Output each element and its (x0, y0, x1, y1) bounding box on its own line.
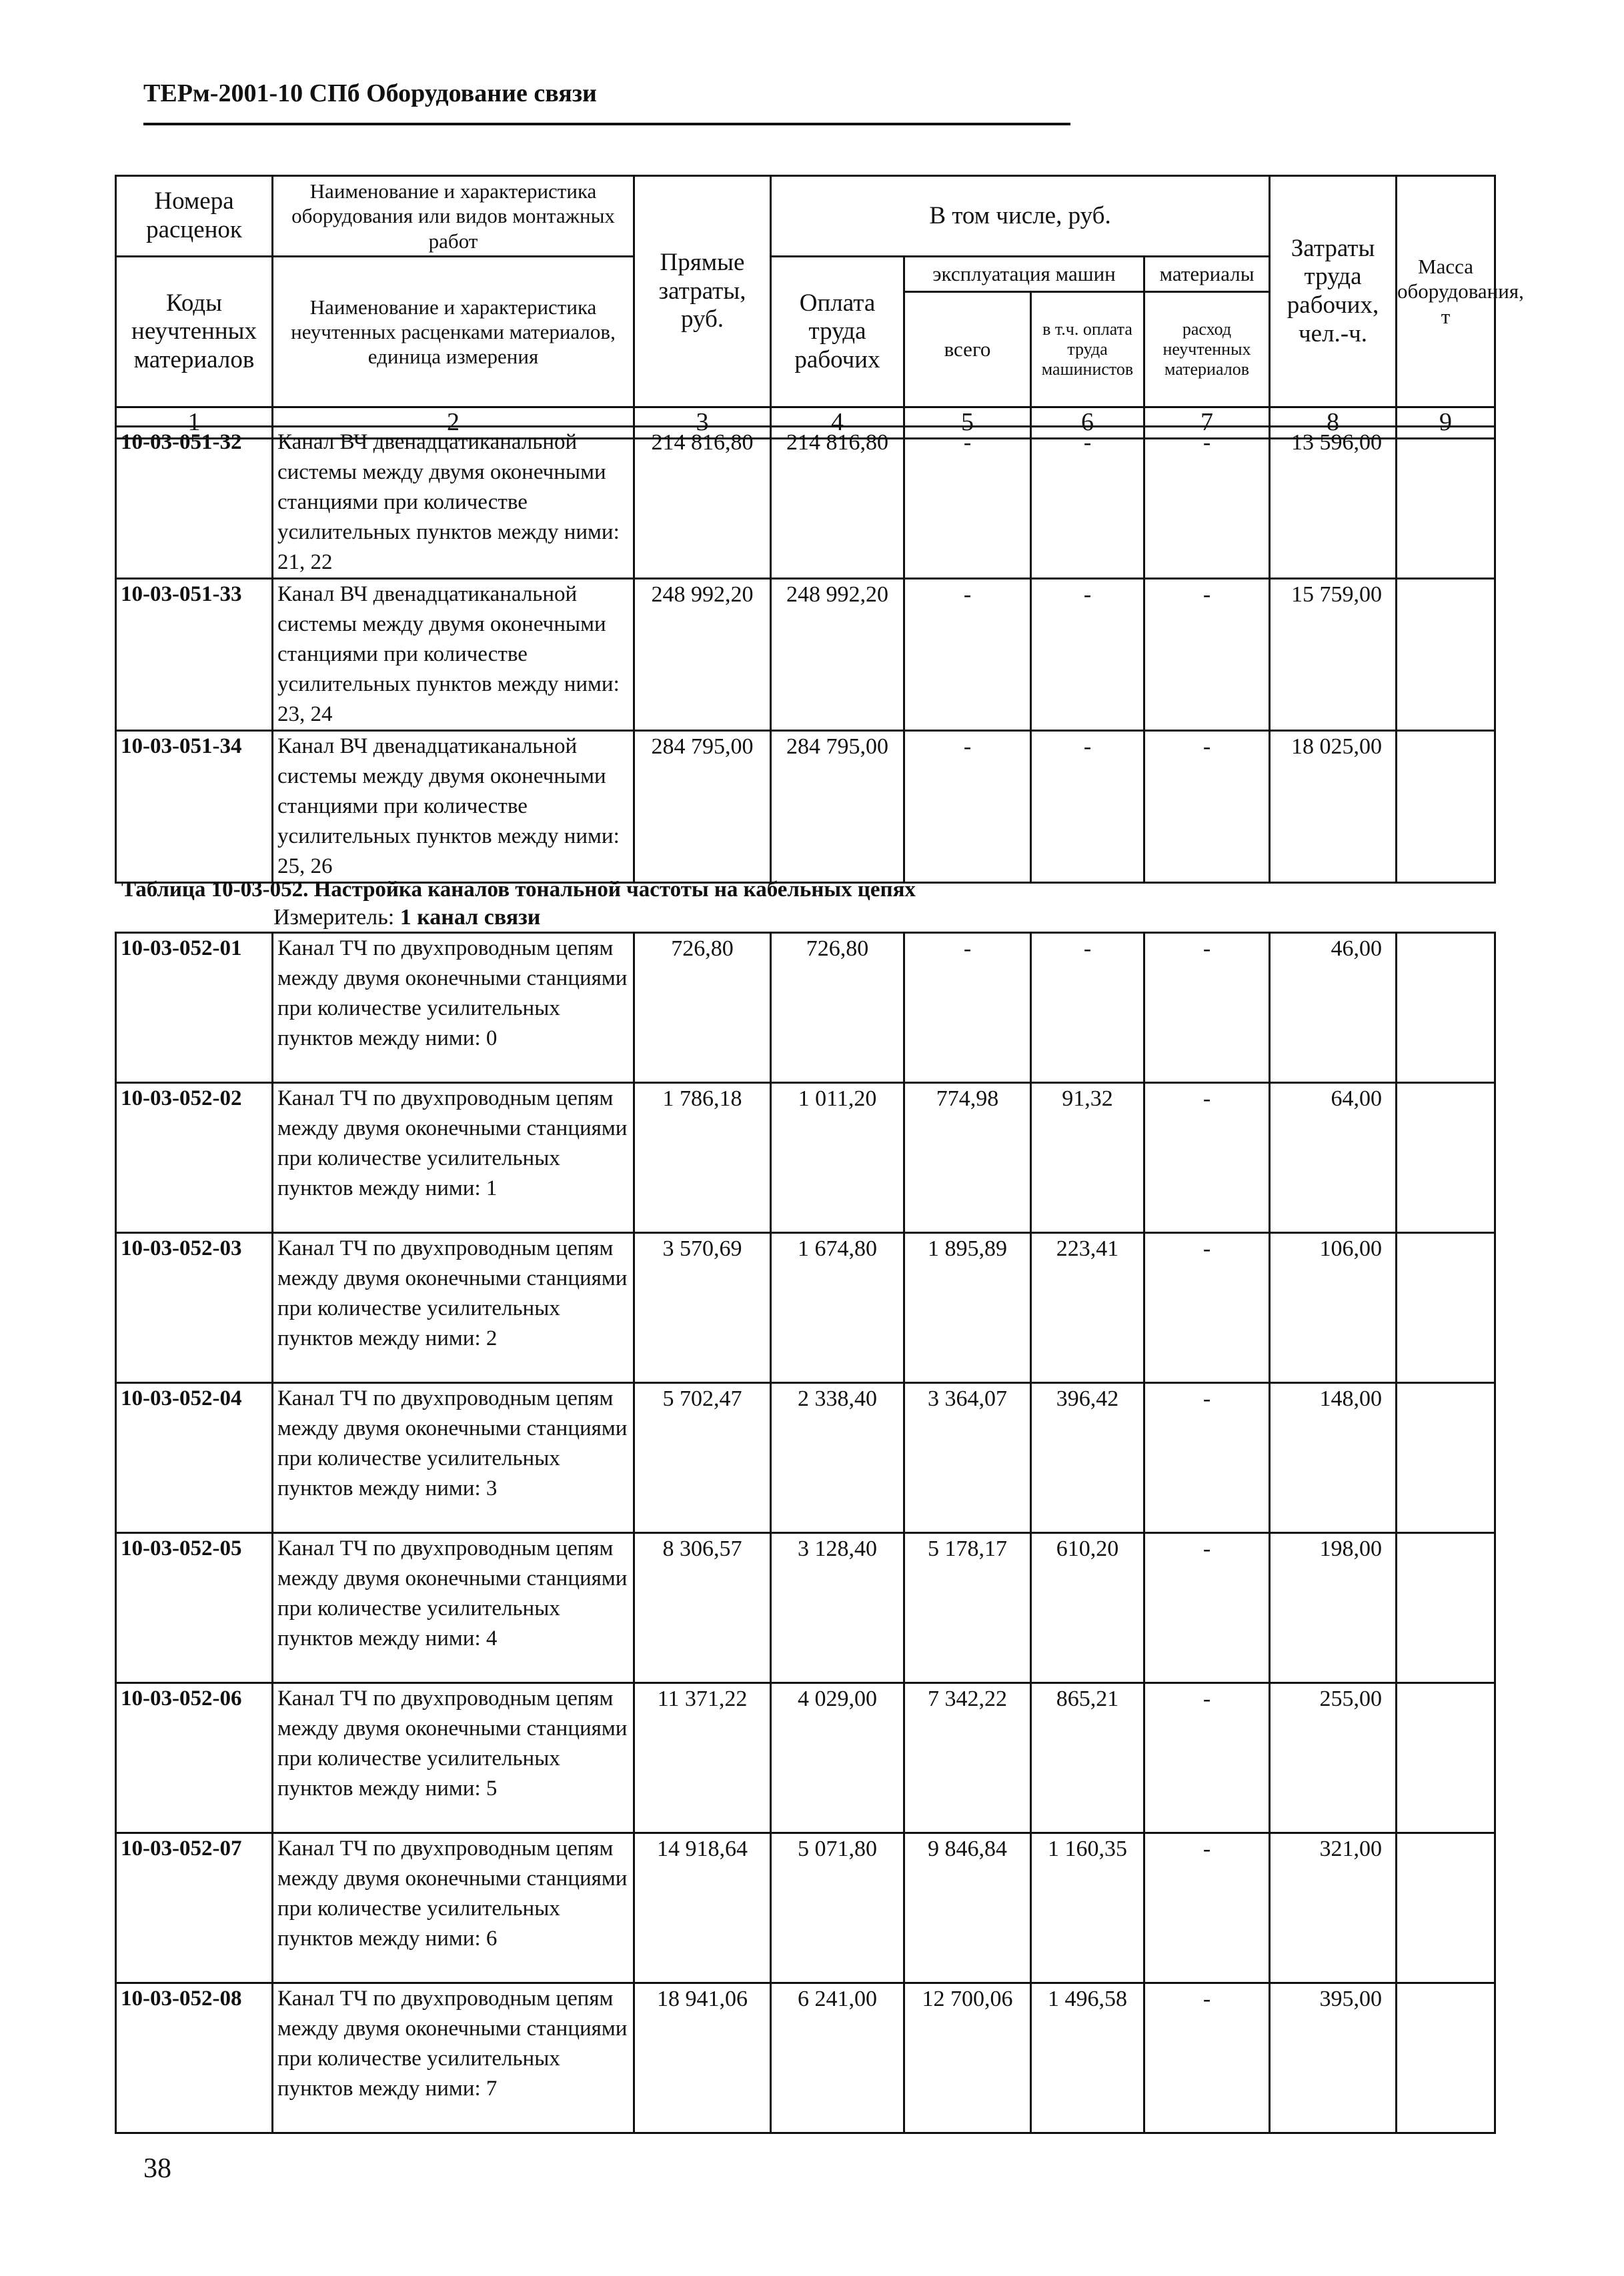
header-rule (143, 123, 1070, 125)
rate-code-cell: 10-03-051-32 (116, 427, 273, 579)
column-number: 8 (1270, 407, 1397, 439)
labor-hours-cell: 198,00 (1270, 1533, 1397, 1683)
rate-description-cell: Канал ТЧ по двухпроводным цепям между двумя оконечными станциями при количестве усилительных пунктов между ними: 4 (273, 1533, 634, 1683)
worker-pay-cell: 6 241,00 (771, 1983, 904, 2133)
rate-description-cell: Канал ТЧ по двухпроводным цепям между двумя оконечными станциями при количестве усилительных пунктов между ними: 5 (273, 1683, 634, 1833)
direct-costs-cell: 14 918,64 (634, 1833, 771, 1983)
rate-code-cell: 10-03-052-04 (116, 1383, 273, 1533)
table-row (116, 1833, 1495, 1983)
rate-code-cell: 10-03-052-05 (116, 1533, 273, 1683)
machines-total-cell: 12 700,06 (904, 1983, 1031, 2133)
column-number: 5 (904, 407, 1031, 439)
header-material-codes: Коды неучтенных материалов (116, 257, 273, 407)
rate-description-cell: Канал ТЧ по двухпроводным цепям между двумя оконечными станциями при количестве усилительных пунктов между ними: 3 (273, 1383, 634, 1533)
machinist-pay-cell: - (1031, 731, 1144, 883)
direct-costs-cell: 214 816,80 (634, 427, 771, 579)
rate-code-cell: 10-03-051-33 (116, 579, 273, 731)
machines-total-cell: 1 895,89 (904, 1233, 1031, 1383)
machines-total-cell: 9 846,84 (904, 1833, 1031, 1983)
machinist-pay-cell: - (1031, 933, 1144, 1083)
measure-value: 1 канал связи (399, 905, 541, 930)
header-machinist-pay: в т.ч. оплата труда машинистов (1031, 292, 1144, 407)
rate-code-cell: 10-03-052-02 (116, 1083, 273, 1233)
mass-cell (1397, 1083, 1495, 1233)
worker-pay-cell: 284 795,00 (771, 731, 904, 883)
header-worker-pay: Оплата труда рабочих (771, 257, 904, 407)
direct-costs-cell: 284 795,00 (634, 731, 771, 883)
materials-cell: - (1144, 731, 1270, 883)
column-number: 1 (116, 407, 273, 439)
rate-code-cell: 10-03-052-06 (116, 1683, 273, 1833)
header-including: В том числе, руб. (771, 176, 1270, 257)
machines-total-cell: - (904, 427, 1031, 579)
machinist-pay-cell: 91,32 (1031, 1083, 1144, 1233)
materials-cell: - (1144, 1533, 1270, 1683)
machinist-pay-cell: 223,41 (1031, 1233, 1144, 1383)
labor-hours-cell: 395,00 (1270, 1983, 1397, 2133)
rate-code-cell: 10-03-052-08 (116, 1983, 273, 2133)
table-row (116, 1683, 1495, 1833)
machines-total-cell: - (904, 579, 1031, 731)
machines-total-cell: 5 178,17 (904, 1533, 1031, 1683)
table-row (116, 1233, 1495, 1383)
worker-pay-cell: 214 816,80 (771, 427, 904, 579)
labor-hours-cell: 13 596,00 (1270, 427, 1397, 579)
page-number: 38 (143, 2153, 171, 2184)
machinist-pay-cell: 396,42 (1031, 1383, 1144, 1533)
worker-pay-cell: 1 674,80 (771, 1233, 904, 1383)
table-caption: Таблица 10-03-052. Настройка каналов тональной частоты на кабельных цепях (121, 878, 916, 902)
table-row (116, 1533, 1495, 1683)
mass-cell (1397, 1983, 1495, 2133)
labor-hours-cell: 321,00 (1270, 1833, 1397, 1983)
mass-cell (1397, 579, 1495, 731)
direct-costs-cell: 1 786,18 (634, 1083, 771, 1233)
labor-hours-cell: 46,00 (1270, 933, 1397, 1083)
materials-cell: - (1144, 933, 1270, 1083)
worker-pay-cell: 5 071,80 (771, 1833, 904, 1983)
column-number: 6 (1031, 407, 1144, 439)
materials-cell: - (1144, 579, 1270, 731)
column-number: 9 (1397, 407, 1495, 439)
column-header-table (115, 175, 1524, 439)
direct-costs-cell: 726,80 (634, 933, 771, 1083)
rate-code-cell: 10-03-052-07 (116, 1833, 273, 1983)
rates-table-052 (115, 932, 1496, 2134)
column-number: 2 (273, 407, 634, 439)
machines-total-cell: - (904, 933, 1031, 1083)
rate-description-cell: Канал ТЧ по двухпроводным цепям между двумя оконечными станциями при количестве усилительных пунктов между ними: 7 (273, 1983, 634, 2133)
labor-hours-cell: 15 759,00 (1270, 579, 1397, 731)
labor-hours-cell: 18 025,00 (1270, 731, 1397, 883)
rates-table-051 (115, 425, 1496, 884)
direct-costs-cell: 11 371,22 (634, 1683, 771, 1833)
materials-cell: - (1144, 1983, 1270, 2133)
measure-label: Измеритель: (273, 905, 395, 930)
worker-pay-cell: 2 338,40 (771, 1383, 904, 1533)
table-row (116, 1383, 1495, 1533)
direct-costs-cell: 3 570,69 (634, 1233, 771, 1383)
materials-cell: - (1144, 1383, 1270, 1533)
header-rate-numbers: Номера расценок (116, 176, 273, 257)
mass-cell (1397, 1833, 1495, 1983)
table-row (116, 1083, 1495, 1233)
machinist-pay-cell: - (1031, 579, 1144, 731)
rate-code-cell: 10-03-051-34 (116, 731, 273, 883)
machinist-pay-cell: 1 160,35 (1031, 1833, 1144, 1983)
rate-description-cell: Канал ТЧ по двухпроводным цепям между двумя оконечными станциями при количестве усилительных пунктов между ними: 2 (273, 1233, 634, 1383)
worker-pay-cell: 726,80 (771, 933, 904, 1083)
rate-description-cell: Канал ТЧ по двухпроводным цепям между двумя оконечными станциями при количестве усилительных пунктов между ними: 1 (273, 1083, 634, 1233)
machines-total-cell: - (904, 731, 1031, 883)
direct-costs-cell: 18 941,06 (634, 1983, 771, 2133)
header-labor-hours: Затраты труда рабочих, чел.-ч. (1270, 176, 1397, 407)
rate-description-cell: Канал ТЧ по двухпроводным цепям между двумя оконечными станциями при количестве усилительных пунктов между ними: 0 (273, 933, 634, 1083)
table-row (116, 579, 1495, 731)
header-machines: эксплуатация машин (904, 257, 1144, 292)
column-number: 3 (634, 407, 771, 439)
direct-costs-cell: 5 702,47 (634, 1383, 771, 1533)
table-row (116, 933, 1495, 1083)
worker-pay-cell: 248 992,20 (771, 579, 904, 731)
worker-pay-cell: 4 029,00 (771, 1683, 904, 1833)
measure-unit (273, 905, 540, 930)
header-direct-costs: Прямые затраты, руб. (634, 176, 771, 407)
worker-pay-cell: 3 128,40 (771, 1533, 904, 1683)
labor-hours-cell: 148,00 (1270, 1383, 1397, 1533)
mass-cell (1397, 1383, 1495, 1533)
table-row (116, 1983, 1495, 2133)
mass-cell (1397, 1683, 1495, 1833)
labor-hours-cell: 255,00 (1270, 1683, 1397, 1833)
machinist-pay-cell: 1 496,58 (1031, 1983, 1144, 2133)
materials-cell: - (1144, 1233, 1270, 1383)
machines-total-cell: 3 364,07 (904, 1383, 1031, 1533)
header-unaccounted-materials: расход неучтенных материалов (1144, 292, 1270, 407)
direct-costs-cell: 8 306,57 (634, 1533, 771, 1683)
rate-description-cell: Канал ТЧ по двухпроводным цепям между двумя оконечными станциями при количестве усилительных пунктов между ними: 6 (273, 1833, 634, 1983)
mass-cell (1397, 1233, 1495, 1383)
rate-code-cell: 10-03-052-01 (116, 933, 273, 1083)
header-equipment-mass: Масса оборудования, т (1397, 176, 1495, 407)
mass-cell (1397, 427, 1495, 579)
column-number: 4 (771, 407, 904, 439)
rate-description-cell: Канал ВЧ двенадцатиканальной системы между двумя оконечными станциями при количестве усилительных пунктов между ними: 21, 22 (273, 427, 634, 579)
mass-cell (1397, 933, 1495, 1083)
mass-cell (1397, 1533, 1495, 1683)
worker-pay-cell: 1 011,20 (771, 1083, 904, 1233)
column-number: 7 (1144, 407, 1270, 439)
materials-cell: - (1144, 1083, 1270, 1233)
header-work-name: Наименование и характеристика оборудования или видов монтажных работ (273, 176, 634, 257)
header-machines-total: всего (904, 292, 1031, 407)
header-material-name: Наименование и характеристика неучтенных расценками материалов, единица измерения (273, 257, 634, 407)
machines-total-cell: 7 342,22 (904, 1683, 1031, 1833)
table-row (116, 731, 1495, 883)
materials-cell: - (1144, 1833, 1270, 1983)
rate-code-cell: 10-03-052-03 (116, 1233, 273, 1383)
rate-description-cell: Канал ВЧ двенадцатиканальной системы между двумя оконечными станциями при количестве усилительных пунктов между ними: 23, 24 (273, 579, 634, 731)
rate-description-cell: Канал ВЧ двенадцатиканальной системы между двумя оконечными станциями при количестве усилительных пунктов между ними: 25, 26 (273, 731, 634, 883)
table-row (116, 427, 1495, 579)
document-title: ТЕРм-2001-10 СПб Оборудование связи (143, 79, 597, 107)
labor-hours-cell: 64,00 (1270, 1083, 1397, 1233)
materials-cell: - (1144, 427, 1270, 579)
machines-total-cell: 774,98 (904, 1083, 1031, 1233)
labor-hours-cell: 106,00 (1270, 1233, 1397, 1383)
machinist-pay-cell: 610,20 (1031, 1533, 1144, 1683)
header-materials: материалы (1144, 257, 1270, 292)
machinist-pay-cell: 865,21 (1031, 1683, 1144, 1833)
mass-cell (1397, 731, 1495, 883)
direct-costs-cell: 248 992,20 (634, 579, 771, 731)
materials-cell: - (1144, 1683, 1270, 1833)
machinist-pay-cell: - (1031, 427, 1144, 579)
